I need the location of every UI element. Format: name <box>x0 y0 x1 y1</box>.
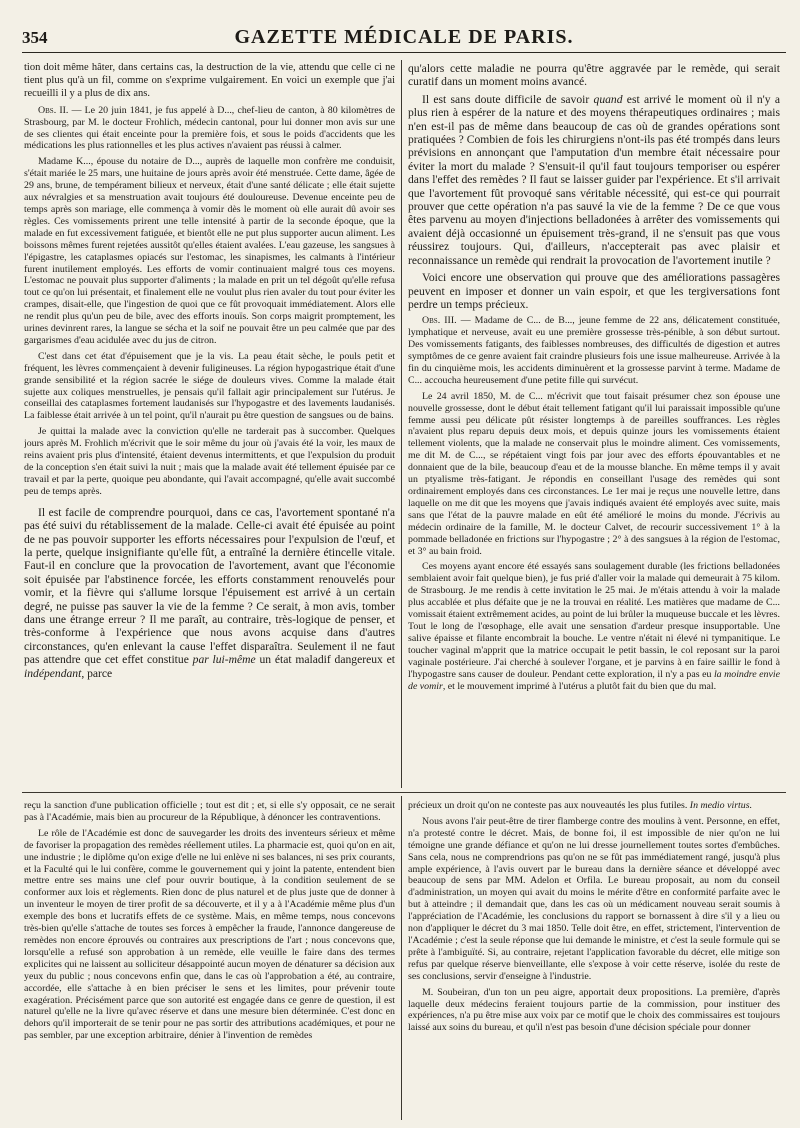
bottom-left-column <box>24 800 395 1118</box>
in-medio-text: précieux un droit qu'on ne conteste pas aux nouveautés les plus futiles. <box>408 800 690 811</box>
commentary-text-mid: un état maladif dangereux et <box>255 653 395 667</box>
observation-3-visit-text: Ces moyens ayant encore été essayés sans soulagement durable (les frictions belladonées semblaient avoir fait quelque bien), je fus prié d'aller voir la malade qui demeurait à 75 kilom. de Strasbourg. Je me rendis à cette invitation le 25 mai. Je m'étais attendu à voir la malade plus accablée et plus défaite que je ne la trouvai en réalité. Les matières que madame de C... vomissait étaient extrêmement acides, au point de lui brûler la muqueuse buccale et les lèvres. Tout le long de l'œsophage, elle avait une sensation d'ardeur presque insupportable. Une salive épaisse et filante encombrait la bouche. Le ventre n'était ni élevé ni tympanitique. Le toucher vaginal m'apprit que la matrice occupait le petit bassin, le col reposant sur la paroi vaginale postérieure. J'ai cherché à soulever l'organe, et je parvins à en faire saillir le fond à l'hypogastre sans causer de douleur. Pendant cette exploration, il n'y a pas eu <box>408 561 780 680</box>
observation-2-text: — Le 20 juin 1841, je fus appelé à D..., chef-lieu de canton, à 80 kilomètres de Strasbourg, par M. le docteur Frohlich, médecin cantonal, pour lui donner mon avis sur une de ses clientes qui était enceinte pour la première fois, et sous le poids d'accidents que les médications les plus rationnelles et les plus actives n'avaient pas réussi à calmer. <box>24 104 395 152</box>
observation-3-letter-paragraph: Le 24 avril 1850, M. de C... m'écrivit que tout faisait présumer chez son épouse une nouvelle grossesse, dont le début était tellement fatigant qu'il lui paraissait impossible qu'une femme aussi peu délicate pût résister longtemps à de pareilles souffrances. Les règles n'avaient plus reparu depuis deux mois, et depuis quinze jours les vomissements étaient tellement violents, que la malade ne conservait plus le moindre aliment. Ces vomissements, me dit M. de C..., se répétaient vingt fois par jour avec des efforts épouvantables et ne donnaient que de la bile, beaucoup d'eau et de la mousse blanche. En même temps il y avait un ptyalisme très-fatigant. Je répondis en conseillant l'usage des remèdes qui sont ordinairement employés dans ces circonstances. Le 1er mai je reçus une nouvelle lettre, dans laquelle on me dit que les moyens que j'avais indiqués avaient été employés avec suite, mais sans que l'état de la pauvre malade en eût été amélioré le moins du monde. J'écrivis au médecin ordinaire de la famille, M. le docteur Calvet, de recourir successivement 1° à la pommade belladonée en frictions sur l'hypogastre ; 2° à des sangsues à la région de l'estomac, et 3° au bain froid. <box>408 390 780 557</box>
top-left-column <box>24 62 395 786</box>
discussion-text: Il est sans doute difficile de savoir <box>422 92 594 106</box>
observation-3-paragraph <box>408 315 780 386</box>
observation-2-paragraph <box>24 105 395 153</box>
commentary-text: Il est facile de comprendre pourquoi, dans ce cas, l'avortement spontané n'a pas été suivi du rétablissement de la malade. Celle-ci avait été épuisée au point de ne pas pouvoir supporter les efforts nécessaires pour l'expulsion de l'œuf, et la perte, quelque insignifiante qu'elle fût, a entraîné la dernière étincelle vitale. Faut-il en conclure que la provocation de l'avortement, avant que l'économie soit épuisée par l'abstinence forcée, les efforts constamment renouvelés pour vomir, et la fièvre qui s'allume lorsque l'épuisement est arrivé à un certain degré, ne puisse pas sauver la vie de la femme ? Ce serait, à mon avis, tomber dans une étrange erreur ? Il me paraît, au contraire, très-logique de penser, et très-conforme à l'expérience que nous avons acquise dans d'autres circonstances, qu'en enlevant la cause l'effet disparaîtra. Seulement il ne faut pas attendre que cet effet constitue <box>24 505 395 667</box>
observation-2-outcome-paragraph: Je quittai la malade avec la conviction qu'elle ne tarderait pas à succomber. Quelques jours après M. Frohlich m'écrivit que le soir même du jour où j'avais été la voir, les maux de reins avaient pris plus d'intensité, étaient devenus intermittents, et que l'expulsion du produit de la conception s'en était suivi la nuit ; mais que la malade avait été tellement épuisée par ce travail et par la perte, quoique peu abondante, qui l'avait accompagné, qu'elle avait succombé peu de temps après. <box>24 426 395 497</box>
discussion-paragraph <box>408 93 780 267</box>
observation-3-text: — Madame de C... de B..., jeune femme de 22 ans, délicatement constituée, lymphatique et nerveuse, avait eu une première grossesse très-pénible, à son début surtout. Des vomissements fatigants, des faiblesses nombreuses, des difficultés de digestion et autres symptômes de ce genre avaient fait craindre plusieurs fois une issue malheureuse. Arrivée à la fin du cinquième mois, les accidents diminuèrent et la grossesse parvint à terme. Madame de C... accoucha heureusement d'une petite fille qui survécut. <box>408 315 780 386</box>
commentary-text-end: , parce <box>81 666 113 680</box>
page-number: 354 <box>22 28 48 47</box>
observation-2-state-paragraph: C'est dans cet état d'épuisement que je la vis. La peau était sèche, le pouls petit et fréquent, les lèvres commençaient à devenir fuligineuses. La région hypogastrique était d'une grande sensibilité et la région sacrée le siége de douleurs vives. Comme la malade était sujette aux coliques menstruelles, je pensais qu'il fallait agir principalement sur l'utérus. Je conseillai des cataplasmes fortement laudanisés sur l'hypogastre et des lavements laudanisés. La faiblesse était arrivée à un tel point, qu'il n'aurait pu être question de sangsues ou de bains. <box>24 350 395 422</box>
observation-2-label: Obs. II. <box>38 104 69 116</box>
commentary-paragraph <box>24 506 395 680</box>
academy-role-paragraph: Le rôle de l'Académie est donc de sauvegarder les droits des inventeurs sérieux et même de favoriser la propagation des remèdes réellement utiles. La pharmacie est, quoi qu'on en ait, une industrie ; le diplôme qu'on exige d'elle ne lui enlève ni ses balances, ni ses prix courants, et la Faculté qui le lui confère, comme le gouvernement qui y joint la patente, entendent bien mettre entre ses mains une clef pour ouvrir boutique, à la condition seulement de se conformer aux lois et règlements. Rien donc de plus naturel et de plus juste que de donner à un inventeur le moyen de tirer profit de sa découverte, et il y a à l'Académie même plus d'un exemple des bons et lucratifs effets de ce système. Mais, en même temps, nous concevons très-bien qu'elle s'attache de toutes ses forces à empêcher la fraude, l'annonce dangereuse de remèdes non encore éprouvés ou contraires aux prescriptions de l'art ; nous concevons que, lorsqu'elle a refusé son approbation à un remède, elle veuille le faire dans des termes explicites qui ne laissent au solliciteur désappointé aucun moyen de dénaturer sa décision aux yeux du public ; nous concevons enfin que, dans le cas où l'approbation a été, au contraire, accordée, elle s'attache à en bien préciser le sens et les limites, pour prévenir toute exagération. Précisément parce que son autorité est engagée dans ce genre de question, il est naturel qu'elle ne la livre qu'avec réserve et dans une mesure bien déterminée. C'est donc en dehors qu'il importerait de se tenir pour ne pas sortir des attributions académiques, et pour ne pas sembler, par une exception arbitraire, dénier à l'invention de remèdes <box>24 827 395 1042</box>
observation-3-visit-paragraph <box>408 561 780 692</box>
sanction-paragraph: reçu la sanction d'une publication officielle ; tout est dit ; et, si elle s'y opposait, ce ne serait pas à l'Académie, mais bien au procureur de la République, à dénoncer les contraventions. <box>24 800 395 823</box>
column-divider-bottom <box>401 796 402 1120</box>
commentary-emphasis-2: indépendant <box>24 666 82 680</box>
transition-paragraph: Voici encore une observation qui prouve que des améliorations passagères peuvent en imposer et donner un vain espoir, et que les tergiversations font perdre un temps précieux. <box>408 271 780 311</box>
observation-3-emphasis: la moindre envie de vomir <box>408 668 780 692</box>
commentary-emphasis-1: par lui-même <box>192 653 256 667</box>
continuation-paragraph: qu'alors cette maladie ne pourra qu'être aggravée par le remède, qui serait curatif dans un moment moins avancé. <box>408 62 780 89</box>
observation-2-case-paragraph: Madame K..., épouse du notaire de D..., auprès de laquelle mon confrère me conduisit, s'était mariée le 25 mars, une huitaine de jours après avoir été menstruée. Cette dame, âgée de 29 ans, brune, de tempérament bilieux et nerveux, était d'une santé délicate ; elle était sujette aux névralgies et sa menstruation avait toujours été douloureuse. Devenue enceinte peu de temps après son mariage, elle commença à vomir dès le moment où elle aurait dû avoir ses règles. Ces vomissements prirent une telle intensité à partir de la seconde époque, que la malade en fut excessivement fatiguée, et bientôt elle ne put plus supporter aucun aliment. Les boissons mêmes furent rejetées aussitôt qu'elles étaient avalées. L'eau gazeuse, les sangsues à l'épigastre, les cataplasmes opiacés sur l'estomac, les sinapismes, les calmants à l'intérieur furent inutilement employés. Les efforts de vomir continuaient malgré tous ces moyens. L'estomac ne pouvait plus supporter d'aliments ; la malade en prit un tel dégoût qu'elle refusa tout ce qu'on lui présentait, et finalement elle ne voulut plus rien avaler du tout pour éviter les crampes, disait-elle, que l'ingestion de quoi que ce fût provoquait immédiatement. Alors elle ne rendit plus qu'un peu de bile, avec des efforts inouïs. Son corps maigrit promptement, les urines devinrent rares, la langue se sécha et la soif ne pouvait être un peu calmée que par des gargarismes d'eau acidulée avec du jus de citron. <box>24 156 395 346</box>
bottom-right-column <box>408 800 780 1118</box>
soubeiran-paragraph: M. Soubeiran, d'un ton un peu aigre, apportait deux propositions. La première, d'après laquelle deux médecins feraient toujours partie de la commission, pour instituer des expériences, n'a pu être mise aux voix par ce motif que le choix des commissaires est toujours laissé aux soins du bureau, et qu'il n'est pas besoin d'une décision spéciale pour donner <box>408 986 780 1034</box>
top-right-column <box>408 62 780 786</box>
column-divider-top <box>401 60 402 788</box>
decree-paragraph: Nous avons l'air peut-être de tirer flamberge contre des moulins à vent. Personne, en effet, n'a protesté contre le décret. Mais, de bonne foi, il est impossible de nier qu'on ne lui témoigne une grande défiance et qu'on ne lui dresse journellement toutes sortes d'embûches. Sans cela, nous ne comprendrions pas qu'on ne se fût pas immédiatement rangé, jusqu'à plus ample expérience, à l'avis ouvert par le bureau dans la dernière séance et développé avec beaucoup de sens par MM. Adelon et Orfila. Le bureau proposait, au nom du conseil d'administration, un moyen qui avait du moins le mérite d'être en conformité parfaite avec le but à atteindre ; il demandait que, dans les cas où un médicament nouveau serait soumis à l'appréciation de l'Académie, les conclusions du rapport se bornassent à dire s'il y a lieu ou non d'appliquer le décret du 3 mai 1850. Telle doit être, en effet, strictement, l'intervention de l'Académie ; c'est la seule réponse que lui demande le ministre, et c'est la seule formule qui se prête à l'ambiguïté. Si, au contraire, rejetant l'application favorable du décret, elle mitige son refus par quelque réserve bienveillante, elle s'expose à voir cette réserve, isolée du reste de ses conclusions, servir d'enseigne à l'industrie. <box>408 815 780 982</box>
observation-3-label: Obs. III. <box>422 315 457 327</box>
section-divider <box>22 792 786 793</box>
observation-3-visit-end: , et le mouvement imprimé à l'utérus a plutôt fait du bien que du mal. <box>442 680 717 692</box>
discussion-text-end: est arrivé le moment où il n'y a plus rien à espérer de la nature et des moyens thérapeutiques ordinaires ; mais n'en est-il pas de même dans beaucoup de cas où de grandes opérations sont pratiquées ? Combien de fois les chirurgiens n'ont-ils pas été trompés dans leurs prévisions en annonçant que l'amputation d'un membre était nécessaire pour éviter la mort du malade ? S'ensuit-il qu'il faut toujours temporiser ou espérer dans l'effet des remèdes ? Il faut se laisser guider par l'expérience. Et s'il arrivait que l'avortement fût provoqué sans véritable nécessité, qui est-ce qui pourrait prouver que cette opération n'a pas sauvé la vie de la femme ? De ce que vous êtes parvenu au moyen d'injections belladonées à arrêter des vomissements qui avaient déjà occasionné un épuisement très-grand, il ne s'ensuit pas que vous réussirez toujours. Qui, d'ailleurs, n'accepterait pas avec plaisir et reconnaissance un remède qui rendrait la provocation de l'avortement inutile ? <box>408 92 780 267</box>
journal-title: GAZETTE MÉDICALE DE PARIS. <box>234 26 574 48</box>
page-header <box>22 22 786 53</box>
in-medio-emphasis: In medio virtus. <box>689 800 753 811</box>
intro-paragraph: tion doit même hâter, dans certains cas, la destruction de la vie, attendu que celle ci ne tient plus qu'à un fil, comme on s'exprime vulgairement. En voici un exemple que j'ai recueilli il y a plus de dix ans. <box>24 62 395 99</box>
discussion-emphasis: quand <box>593 92 623 106</box>
in-medio-paragraph <box>408 800 780 812</box>
